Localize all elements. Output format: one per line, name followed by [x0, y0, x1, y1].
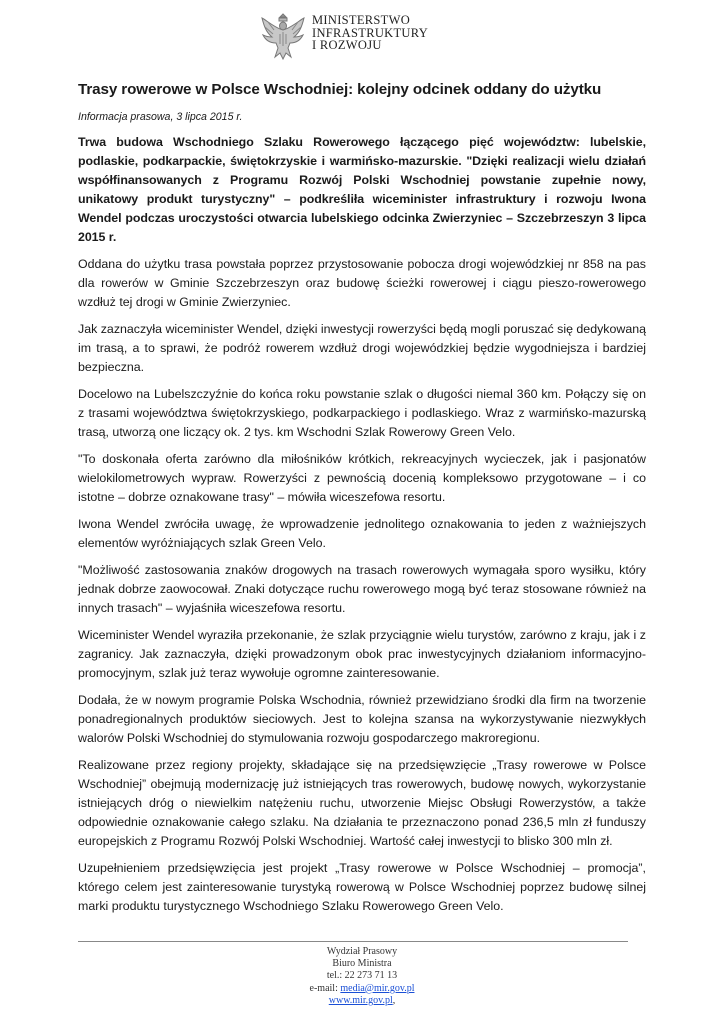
footer-email-label: e-mail: — [309, 982, 341, 994]
article-lead: Trwa budowa Wschodniego Szlaku Rowerowego łączącego pięć województw: lubelskie, podlaskie, podkarpackie, świętokrzyskie i warmińsko-mazurskie. "Dzięki realizacji wielu działań współfinansowanych z Programu Rozwój Polski Wschodniej powstanie zupełnie nowy, unikatowy produkt turystyczny" – podkreśliła wiceminister infrastruktury i rozwoju Iwona Wendel podczas uroczystości otwarcia lubelskiego odcinka Zwierzyniec – Szczebrzeszyn 3 lipca 2015 r. — [78, 135, 646, 244]
ministry-line-2: INFRASTRUKTURY — [312, 25, 429, 40]
footer-website-suffix: , — [392, 994, 396, 1006]
footer-email-row — [262, 983, 462, 995]
footer-department: Wydział Prasowy — [326, 946, 398, 957]
ministry-line-3: I ROZWOJU — [312, 38, 382, 52]
article — [78, 80, 646, 916]
article-paragraph: Dodała, że w nowym programie Polska Wschodnia, również przewidziano środki dla firm na tworzenie ponadregionalnych produktów sieciowych. Jest to kolejna szansa na wykorzystywanie niezwykłych walorów Polski Wschodniej do stymulowania rozwoju gospodarczego makroregionu. — [78, 693, 646, 745]
article-dateline: Informacja prasowa, 3 lipca 2015 r. — [78, 111, 243, 123]
page-footer — [262, 946, 462, 1007]
footer-website-link[interactable]: www.mir.gov.pl — [328, 994, 393, 1006]
article-paragraph: Wiceminister Wendel wyraziła przekonanie, że szlak przyciągnie wielu turystów, zarówno z kraju, jak i z zagranicy. Jak zaznaczyła, dzięki prowadzonym obok prac inwestycyjnych działaniom informacyjno-promocyjnym, szlak już teraz wywołuje ogromne zainteresowanie. — [78, 628, 646, 680]
article-paragraph: Realizowane przez regiony projekty, składające się na przedsięwzięcie „Trasy rowerowe w Polsce Wschodniej” obejmują modernizację już istniejących tras rowerowych, budowę nowych, wykorzystanie istniejących dróg o niewielkim natężeniu ruchu, utworzenie Miejsc Obsługi Rowerzystów, a także odpowiednie oznakowanie całego szlaku. Na działania te przeznaczono ponad 236,5 mln zł funduszy europejskich z Programu Rozwój Polski Wschodniej. Wartość całej inwestycji to blisko 300 mln zł. — [78, 758, 646, 848]
page-header — [260, 10, 480, 62]
article-paragraph: Docelowo na Lubelszczyźnie do końca roku powstanie szlak o długości niemal 360 km. Połączy się on z trasami województwa świętokrzyskiego, podkarpackiego i podlaskiego. Wraz z warmińsko-mazurską trasą, utworzą one liczący ok. 2 tys. km Wschodni Szlak Rowerowy Green Velo. — [78, 387, 646, 439]
footer-divider — [78, 941, 628, 942]
footer-office: Biuro Ministra — [332, 958, 392, 970]
footer-email-link[interactable]: media@mir.gov.pl — [340, 982, 415, 994]
article-paragraph: "Możliwość zastosowania znaków drogowych na trasach rowerowych wymagała sporo wysiłku, który jednak dobrze zaowocował. Znaki dotyczące ruchu rowerowego mogą być teraz stosowane również na innych trasach" – wyjaśniła wiceszefowa resortu. — [78, 563, 646, 615]
footer-website-row — [262, 995, 462, 1007]
article-paragraph: "To doskonała oferta zarówno dla miłośników krótkich, rekreacyjnych wycieczek, jak i pasjonatów wielokilometrowych wypraw. Rowerzyści z pewnością docenią kompleksowo przygotowane – i co istotne – dobrze oznakowane trasy" – mówiła wiceszefowa resortu. — [78, 452, 646, 504]
ministry-line-1: MINISTERSTWO — [312, 13, 411, 27]
article-paragraph: Iwona Wendel zwróciła uwagę, że wprowadzenie jednolitego oznakowania to jeden z ważniejszych elementów wyróżniających szlak Green Velo. — [78, 517, 646, 550]
eagle-emblem-icon — [260, 10, 306, 62]
article-paragraph: Uzupełnieniem przedsięwzięcia jest projekt „Trasy rowerowe w Polsce Wschodniej – promocja”, którego celem jest zainteresowanie turystyką rowerową w Polsce Wschodniej poprzez budowę silnej marki produktu turystycznego Wschodniego Szlaku Rowerowego Green Velo. — [78, 861, 646, 913]
article-paragraph: Oddana do użytku trasa powstała poprzez przystosowanie pobocza drogi wojewódzkiej nr 858 na pas dla rowerów w Gminie Szczebrzeszyn oraz budowę ścieżki rowerowej i ciągu pieszo-rowerowego wzdłuż tej drogi w Gminie Zwierzyniec. — [78, 257, 646, 309]
article-paragraph: Jak zaznaczyła wiceminister Wendel, dzięki inwestycji rowerzyści będą mogli poruszać się dedykowaną im trasą, a to sprawi, że podróż rowerem wzdłuż drogi wojewódzkiej będzie wygodniejsza i bardziej bezpieczna. — [78, 322, 646, 374]
article-title: Trasy rowerowe w Polsce Wschodniej: kolejny odcinek oddany do użytku — [78, 81, 602, 98]
footer-phone: tel.: 22 273 71 13 — [326, 970, 398, 982]
ministry-name — [312, 14, 428, 52]
